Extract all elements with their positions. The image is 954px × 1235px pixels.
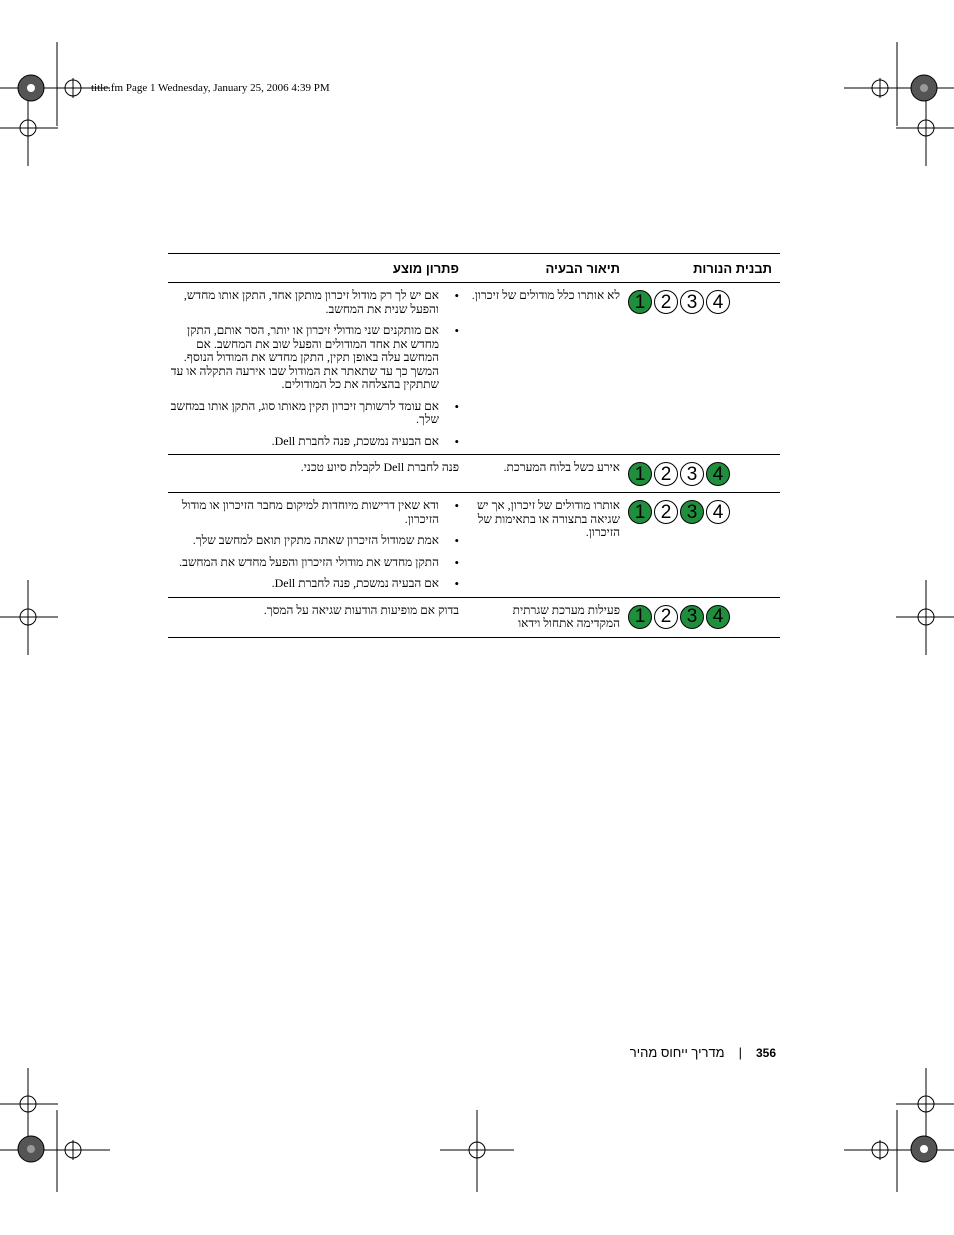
solution-item: • אמת שמודול הזיכרון שאתה מתקין תואם למחשב שלך. <box>168 534 441 548</box>
diagnostic-light-3: 3 <box>680 500 704 524</box>
print-header: title.fm Page 1 Wednesday, January 25, 2006 4:39 PM <box>91 82 330 94</box>
diagnostic-lights <box>628 499 766 524</box>
book-title: מדריך ייחוס מהיר <box>629 1045 725 1060</box>
diagnostic-light-3: 3 <box>680 462 704 486</box>
led-pattern <box>628 493 780 597</box>
solution-text: בדוק אם מופיעות הודעות שגיאה על המסך. <box>263 602 459 617</box>
header-solution: פתרון מוצע <box>392 260 459 276</box>
solution-item: • אם מותקנים שני מודולי זיכרון או יותר, הסר אותם, התקן מחדש את אחד המודולים והפעל שוב את המחשב. אם המחשב עלה באופן תקין, התקן מחדש את המודול הנוסף. המשך כך עד שתאתר את המודול שבו אירעה התקלה או עד שתתקין בהצלחה את כל המודולים. <box>168 324 441 392</box>
page-footer <box>630 1045 776 1060</box>
solution-item: • אם עומד לרשותך זיכרון תקין מאותו סוג, התקן אותו במחשב שלך. <box>168 400 441 427</box>
table-row <box>168 283 780 455</box>
diagnostic-light-1: 1 <box>628 462 652 486</box>
suggested-solution <box>168 455 467 492</box>
solution-item: • אם הבעיה נמשכת, פנה לחברת Dell. <box>168 435 441 449</box>
suggested-solution <box>168 283 467 454</box>
table-row <box>168 598 780 638</box>
solution-item: • אם הבעיה נמשכת, פנה לחברת Dell. <box>168 577 441 591</box>
problem-description: אירע כשל בלוח המערכת. <box>503 460 620 474</box>
diagnostic-light-4: 4 <box>706 462 730 486</box>
solution-item: • ודא שאין דרישות מיוחדות למיקום מחבר הזיכרון או מודול הזיכרון. <box>168 499 441 526</box>
diagnostic-lights <box>628 604 766 629</box>
diagnostic-light-2: 2 <box>654 462 678 486</box>
solution-item: • התקן מחדש את מודולי הזיכרון והפעל מחדש את המחשב. <box>168 556 441 570</box>
diagnostic-light-1: 1 <box>628 290 652 314</box>
page-number: 356 <box>755 1045 776 1060</box>
diagnostic-light-4: 4 <box>706 605 730 629</box>
table-header <box>168 254 780 283</box>
table-row <box>168 493 780 598</box>
problem-description: לא אותרו כלל מודולים של זיכרון. <box>471 288 620 302</box>
header-pattern: תבנית הנורות <box>693 260 772 276</box>
footer-separator: | <box>738 1045 742 1060</box>
diagnostic-light-4: 4 <box>706 500 730 524</box>
diagnostic-light-3: 3 <box>680 605 704 629</box>
diagnostic-light-2: 2 <box>654 290 678 314</box>
diagnostic-light-4: 4 <box>706 290 730 314</box>
diagnostic-lights <box>628 289 766 314</box>
suggested-solution <box>168 493 467 597</box>
diagnostic-light-1: 1 <box>628 500 652 524</box>
led-pattern <box>628 283 780 454</box>
diagnostic-light-3: 3 <box>680 290 704 314</box>
diagnostic-light-2: 2 <box>654 605 678 629</box>
led-pattern <box>628 455 780 492</box>
led-pattern <box>628 598 780 637</box>
solution-item: • אם יש לך רק מודול זיכרון מותקן אחד, התקן אותו מחדש, והפעל שנית את המחשב. <box>168 289 441 316</box>
diagnostic-light-1: 1 <box>628 605 652 629</box>
header-description: תיאור הבעיה <box>545 260 620 276</box>
suggested-solution <box>168 598 467 637</box>
diagnostic-light-2: 2 <box>654 500 678 524</box>
led-pattern-table <box>168 253 780 638</box>
problem-description: אותרו מודולים של זיכרון, אך יש שגיאה בתצורה או בתאימות של הזיכרון. <box>476 498 620 539</box>
table-row <box>168 455 780 493</box>
problem-description: פעילות מערכת שגרתית המקדימה אתחול וידאו <box>512 602 620 630</box>
diagnostic-lights <box>628 461 766 486</box>
solution-text: פנה לחברת Dell לקבלת סיוע טכני. <box>300 460 459 474</box>
